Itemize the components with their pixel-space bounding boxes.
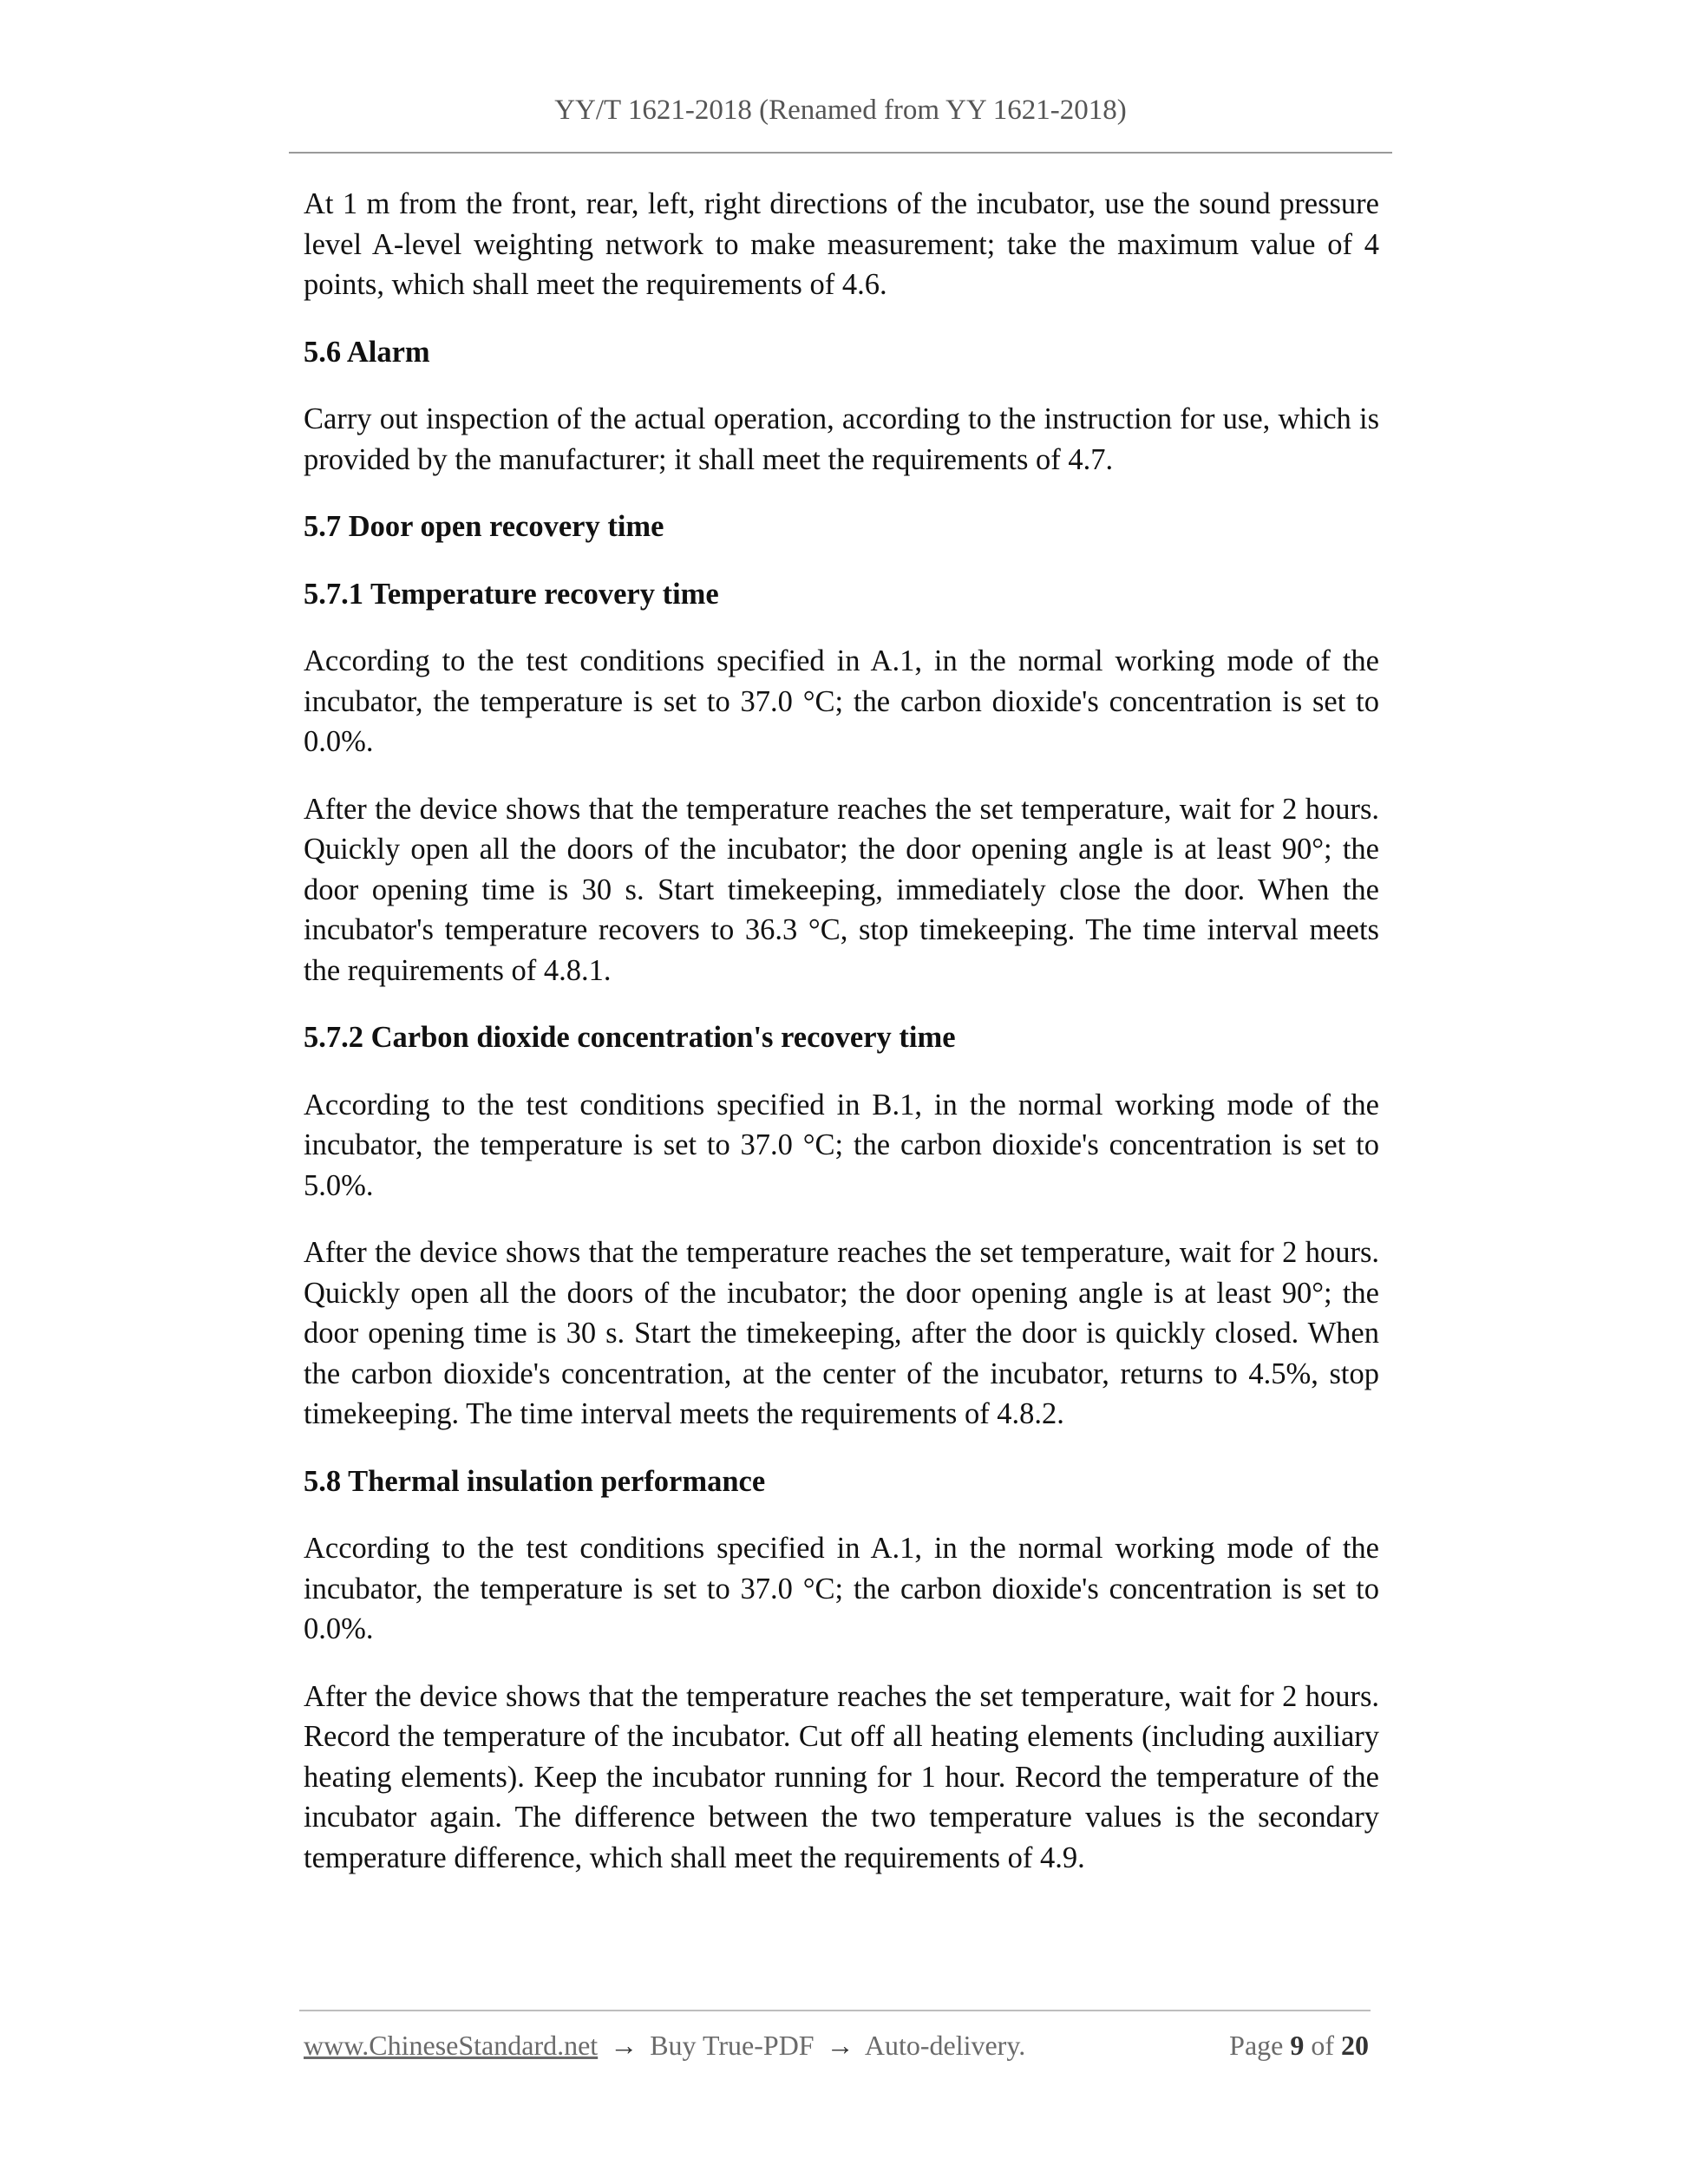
total-page-count: 20 bbox=[1341, 2030, 1369, 2061]
footer-promo bbox=[304, 2028, 1025, 2063]
current-page-number: 9 bbox=[1290, 2030, 1305, 2061]
document-body bbox=[304, 184, 1379, 1905]
paragraph-insulation-procedure: After the device shows that the temperature reaches the set temperature, wait for 2 hours. Record the temperature of the incubator. Cut off all heating elements (including auxiliary heating elements). Keep the incubator running for 1 hour. Record the temperature of the incubator again. The difference between the two temperature values is the secondary temperature difference, which shall meet the requirements of 4.9. bbox=[304, 1679, 1379, 1874]
page-indicator bbox=[1229, 2028, 1369, 2063]
arrow-right-icon: → bbox=[610, 2030, 638, 2061]
section-heading-5-7-1: 5.7.1 Temperature recovery time bbox=[304, 577, 719, 611]
section-heading-5-8: 5.8 Thermal insulation performance bbox=[304, 1464, 766, 1498]
paragraph-alarm: Carry out inspection of the actual operation, according to the instruction for use, which is provided by the manufacturer; it shall meet the requirements of 4.7. bbox=[304, 402, 1379, 476]
paragraph-temp-recovery-procedure: After the device shows that the temperature reaches the set temperature, wait for 2 hours. Quickly open all the doors of the incubator; the door opening angle is at least 90°; the door opening time is 30 s. Start timekeeping, immediately close the door. When the incubator's temperature recovers to 36.3 °C, stop timekeeping. The time interval meets the requirements of 4.8.1. bbox=[304, 792, 1379, 987]
section-heading-5-6: 5.6 Alarm bbox=[304, 335, 430, 369]
section-heading-5-7: 5.7 Door open recovery time bbox=[304, 510, 664, 543]
auto-delivery-text: Auto-delivery. bbox=[864, 2030, 1026, 2061]
arrow-right-icon: → bbox=[826, 2030, 854, 2061]
paragraph-noise-measurement: At 1 m from the front, rear, left, right directions of the incubator, use the sound pressure level A-level weighting network to make measurement; take the maximum value of 4 points, which shall meet the requirements of 4.6. bbox=[304, 187, 1379, 301]
paragraph-temp-test-conditions: According to the test conditions specified in A.1, in the normal working mode of the incubator, the temperature is set to 37.0 °C; the carbon dioxide's concentration is set to 0.0%. bbox=[304, 644, 1379, 758]
page-of-label: of bbox=[1311, 2030, 1334, 2061]
page-header: YY/T 1621-2018 (Renamed from YY 1621-2018) bbox=[554, 95, 1127, 126]
header-divider bbox=[289, 152, 1392, 154]
footer-divider bbox=[299, 2010, 1371, 2011]
page-label: Page bbox=[1229, 2030, 1284, 2061]
paragraph-co2-recovery-procedure: After the device shows that the temperature reaches the set temperature, wait for 2 hours. Quickly open all the doors of the incubator; the door opening angle is at least 90°; the door opening time is 30 s. Start the timekeeping, after the door is quickly closed. When the carbon dioxide's concentration, at the center of the incubator, returns to 4.5%, stop timekeeping. The time interval meets the requirements of 4.8.2. bbox=[304, 1236, 1379, 1430]
paragraph-co2-test-conditions: According to the test conditions specified in B.1, in the normal working mode of the incubator, the temperature is set to 37.0 °C; the carbon dioxide's concentration is set to 5.0%. bbox=[304, 1088, 1379, 1202]
website-link[interactable]: www.ChineseStandard.net bbox=[304, 2030, 599, 2061]
section-heading-5-7-2: 5.7.2 Carbon dioxide concentration's recovery time bbox=[304, 1021, 956, 1054]
buy-true-pdf-text: Buy True-PDF bbox=[650, 2030, 815, 2061]
paragraph-insulation-test-conditions: According to the test conditions specified in A.1, in the normal working mode of the incubator, the temperature is set to 37.0 °C; the carbon dioxide's concentration is set to 0.0%. bbox=[304, 1532, 1379, 1645]
